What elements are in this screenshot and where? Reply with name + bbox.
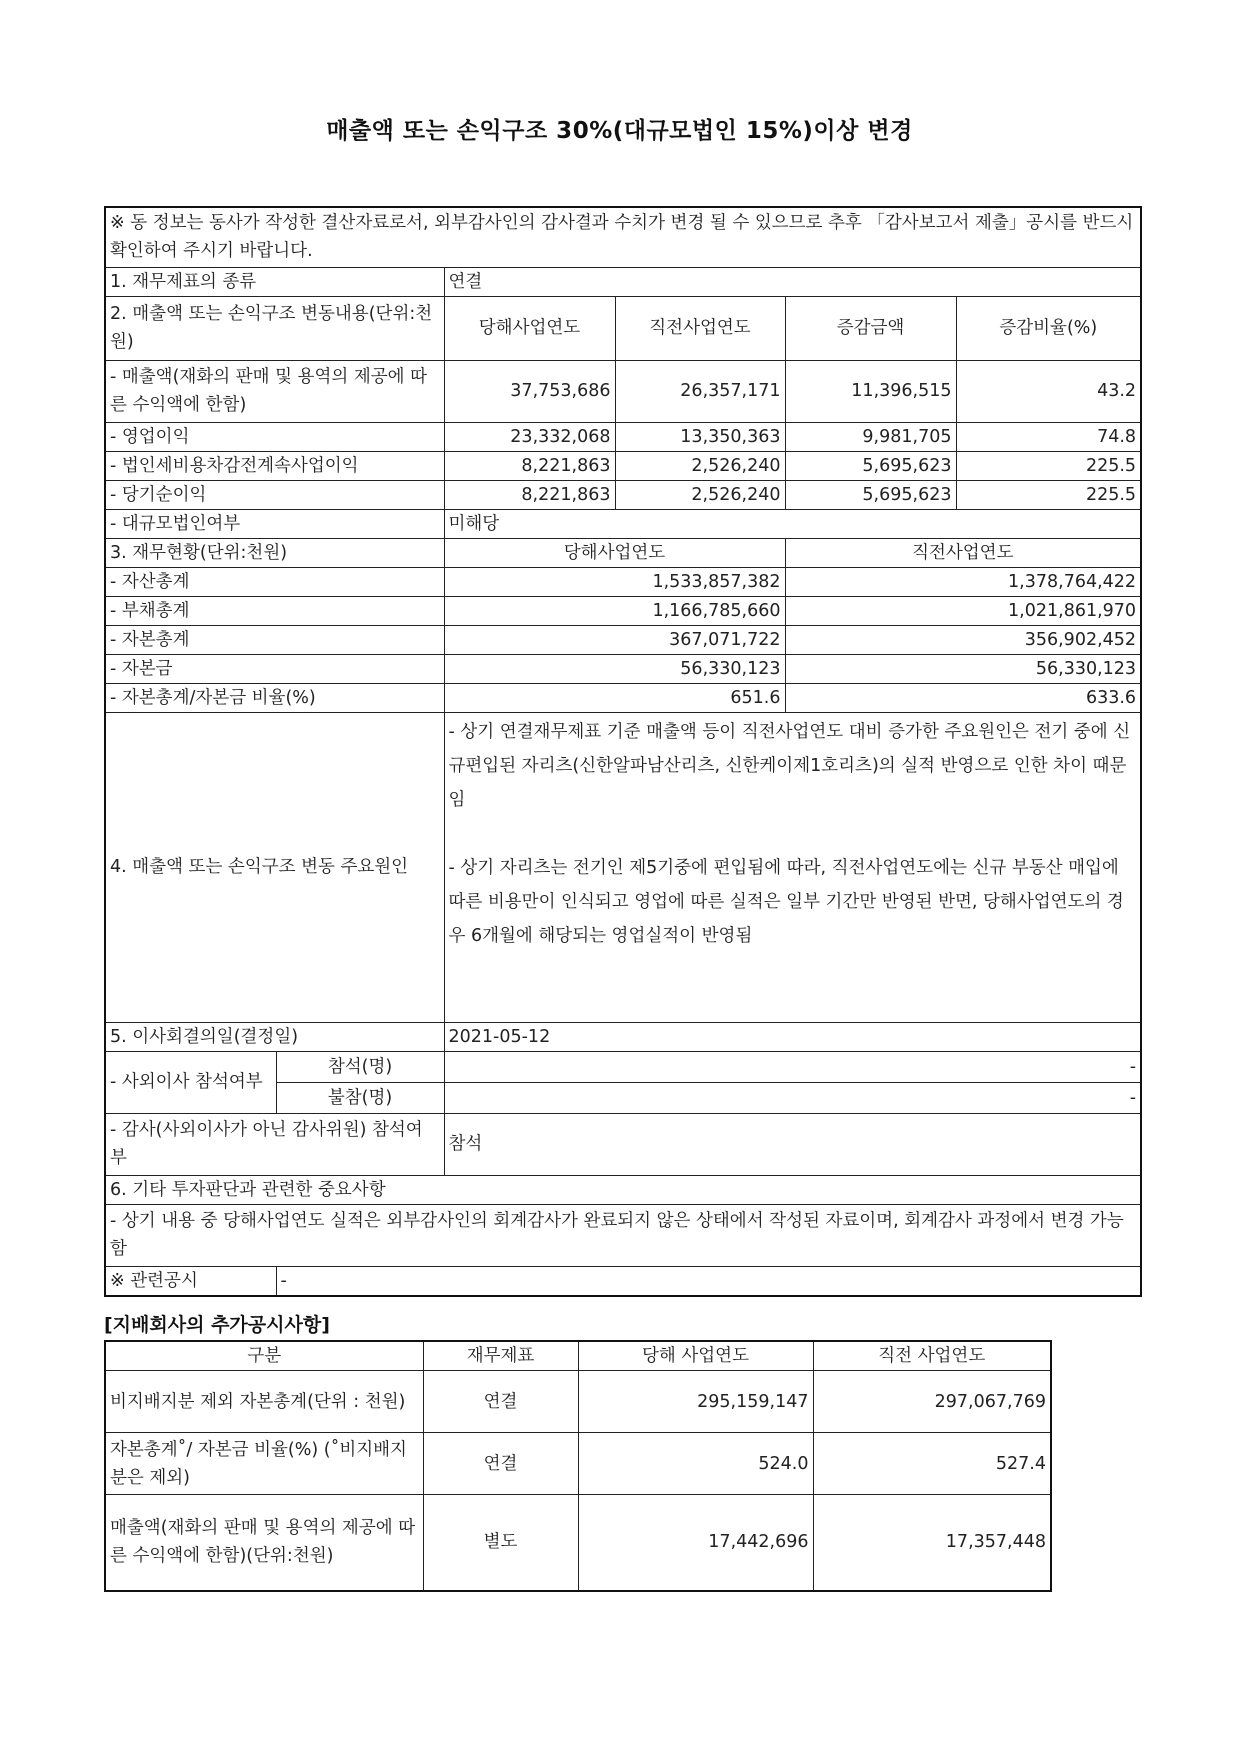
notice-text: ※ 동 정보는 동사가 작성한 결산자료로서, 외부감사인의 감사결과 수치가 변경 될 수 있으므로 추후 「감사보고서 제출」공시를 반드시 확인하여 주시기 바랍니다.: [105, 207, 1141, 267]
absent-value: -: [444, 1082, 1141, 1113]
page-title: 매출액 또는 손익구조 30%(대규모법인 15%)이상 변경: [326, 118, 913, 144]
current-value: 56,330,123: [444, 654, 785, 683]
financial-header-previous: 직전사업연도: [785, 538, 1141, 567]
table-row: [105, 360, 1141, 422]
col-header-previous: 직전사업연도: [615, 296, 785, 360]
large-corp-value: 미해당: [444, 509, 1141, 538]
subsidiary-table: [104, 1340, 1052, 1592]
current-value: 1,533,857,382: [444, 567, 785, 596]
row-label: 자본총계˚/ 자본금 비율(%) (˚비지배지분은 제외): [105, 1433, 423, 1495]
fs-type-value: 연결: [444, 267, 1141, 296]
subsidiary-heading: [지배회사의 추가공시사항]: [104, 1314, 330, 1336]
financial-label: 3. 재무현황(단위:천원): [105, 538, 444, 567]
current-value: 8,221,863: [444, 480, 615, 509]
fs-type-label: 1. 재무제표의 종류: [105, 267, 444, 296]
rate-value: 74.8: [956, 422, 1141, 451]
row-label: - 자본총계: [105, 625, 444, 654]
current-value: 23,332,068: [444, 422, 615, 451]
diff-value: 11,396,515: [785, 360, 956, 422]
current-value: 8,221,863: [444, 451, 615, 480]
previous-value: 633.6: [785, 683, 1141, 712]
previous-value: 13,350,363: [615, 422, 785, 451]
previous-value: 527.4: [813, 1433, 1051, 1495]
rate-value: 43.2: [956, 360, 1141, 422]
current-value: 367,071,722: [444, 625, 785, 654]
previous-value: 17,357,448: [813, 1495, 1051, 1591]
table-row: [105, 567, 1141, 596]
board-date-value: 2021-05-12: [444, 1022, 1141, 1051]
table-row: [105, 654, 1141, 683]
sub-header-category: 구분: [105, 1341, 423, 1371]
row-label: 매출액(재화의 판매 및 용역의 제공에 따른 수익액에 한함)(단위:천원): [105, 1495, 423, 1591]
diff-value: 5,695,623: [785, 451, 956, 480]
row-label: - 자본금: [105, 654, 444, 683]
financial-header-current: 당해사업연도: [444, 538, 785, 567]
reason-paragraph: - 상기 연결재무제표 기준 매출액 등이 직전사업연도 대비 증가한 주요원인은 전기 중에 신규편입된 자리츠(신한알파남산리츠, 신한케이제1호리츠)의 실적 반영으로 인한 차이 때문임: [448, 721, 1131, 810]
sub-header-fs: 재무제표: [423, 1341, 578, 1371]
related-value: -: [276, 1266, 1141, 1296]
other-label: 6. 기타 투자판단과 관련한 중요사항: [105, 1175, 1141, 1204]
col-header-diff: 증감금액: [785, 296, 956, 360]
previous-value: 1,378,764,422: [785, 567, 1141, 596]
current-value: 37,753,686: [444, 360, 615, 422]
reason-paragraph: - 상기 자리츠는 전기인 제5기중에 편입됨에 따라, 직전사업연도에는 신규 부동산 매입에 따른 비용만이 인식되고 영업에 따른 실적은 일부 기간만 반영된 반면, 당해사업연도의 경우 6개월에 해당되는 영업실적이 반영됨: [448, 857, 1124, 946]
outside-director-label: - 사외이사 참석여부: [105, 1051, 276, 1113]
current-value: 17,442,696: [578, 1495, 813, 1591]
col-header-current: 당해사업연도: [444, 296, 615, 360]
previous-value: 26,357,171: [615, 360, 785, 422]
sub-header-current: 당해 사업연도: [578, 1341, 813, 1371]
table-row: [105, 683, 1141, 712]
table-row: [105, 422, 1141, 451]
row-label: - 매출액(재화의 판매 및 용역의 제공에 따른 수익액에 한함): [105, 360, 444, 422]
current-value: 524.0: [578, 1433, 813, 1495]
present-label: 참석(명): [276, 1051, 444, 1082]
previous-value: 1,021,861,970: [785, 596, 1141, 625]
row-label: - 부채총계: [105, 596, 444, 625]
reason-text: [444, 712, 1141, 1022]
previous-value: 2,526,240: [615, 451, 785, 480]
large-corp-label: - 대규모법인여부: [105, 509, 444, 538]
sub-header-previous: 직전 사업연도: [813, 1341, 1051, 1371]
table-row: [105, 596, 1141, 625]
table-row: [105, 1433, 1051, 1495]
previous-value: 297,067,769: [813, 1371, 1051, 1433]
current-value: 295,159,147: [578, 1371, 813, 1433]
auditor-value: 참석: [444, 1113, 1141, 1175]
table-row: [105, 451, 1141, 480]
row-label: - 자산총계: [105, 567, 444, 596]
previous-value: 56,330,123: [785, 654, 1141, 683]
table-row: [105, 1371, 1051, 1433]
other-text: - 상기 내용 중 당해사업연도 실적은 외부감사인의 회계감사가 완료되지 않은 상태에서 작성된 자료이며, 회계감사 과정에서 변경 가능함: [105, 1204, 1141, 1266]
present-value: -: [444, 1051, 1141, 1082]
row-label: 비지배지분 제외 자본총계(단위 : 천원): [105, 1371, 423, 1433]
absent-label: 불참(명): [276, 1082, 444, 1113]
change-label: 2. 매출액 또는 손익구조 변동내용(단위:천원): [105, 296, 444, 360]
col-header-rate: 증감비율(%): [956, 296, 1141, 360]
row-label: - 영업이익: [105, 422, 444, 451]
table-row: [105, 625, 1141, 654]
previous-value: 356,902,452: [785, 625, 1141, 654]
related-label: ※ 관련공시: [105, 1266, 276, 1296]
row-label: - 당기순이익: [105, 480, 444, 509]
row-label: - 자본총계/자본금 비율(%): [105, 683, 444, 712]
current-value: 1,166,785,660: [444, 596, 785, 625]
auditor-label: - 감사(사외이사가 아닌 감사위원) 참석여부: [105, 1113, 444, 1175]
reason-label: 4. 매출액 또는 손익구조 변동 주요원인: [105, 712, 444, 1022]
disclosure-table: [104, 206, 1142, 1297]
diff-value: 9,981,705: [785, 422, 956, 451]
previous-value: 2,526,240: [615, 480, 785, 509]
fs-value: 연결: [423, 1433, 578, 1495]
rate-value: 225.5: [956, 451, 1141, 480]
rate-value: 225.5: [956, 480, 1141, 509]
row-label: - 법인세비용차감전계속사업이익: [105, 451, 444, 480]
current-value: 651.6: [444, 683, 785, 712]
fs-value: 연결: [423, 1371, 578, 1433]
diff-value: 5,695,623: [785, 480, 956, 509]
table-row: [105, 1495, 1051, 1591]
board-date-label: 5. 이사회결의일(결정일): [105, 1022, 444, 1051]
fs-value: 별도: [423, 1495, 578, 1591]
table-row: [105, 480, 1141, 509]
